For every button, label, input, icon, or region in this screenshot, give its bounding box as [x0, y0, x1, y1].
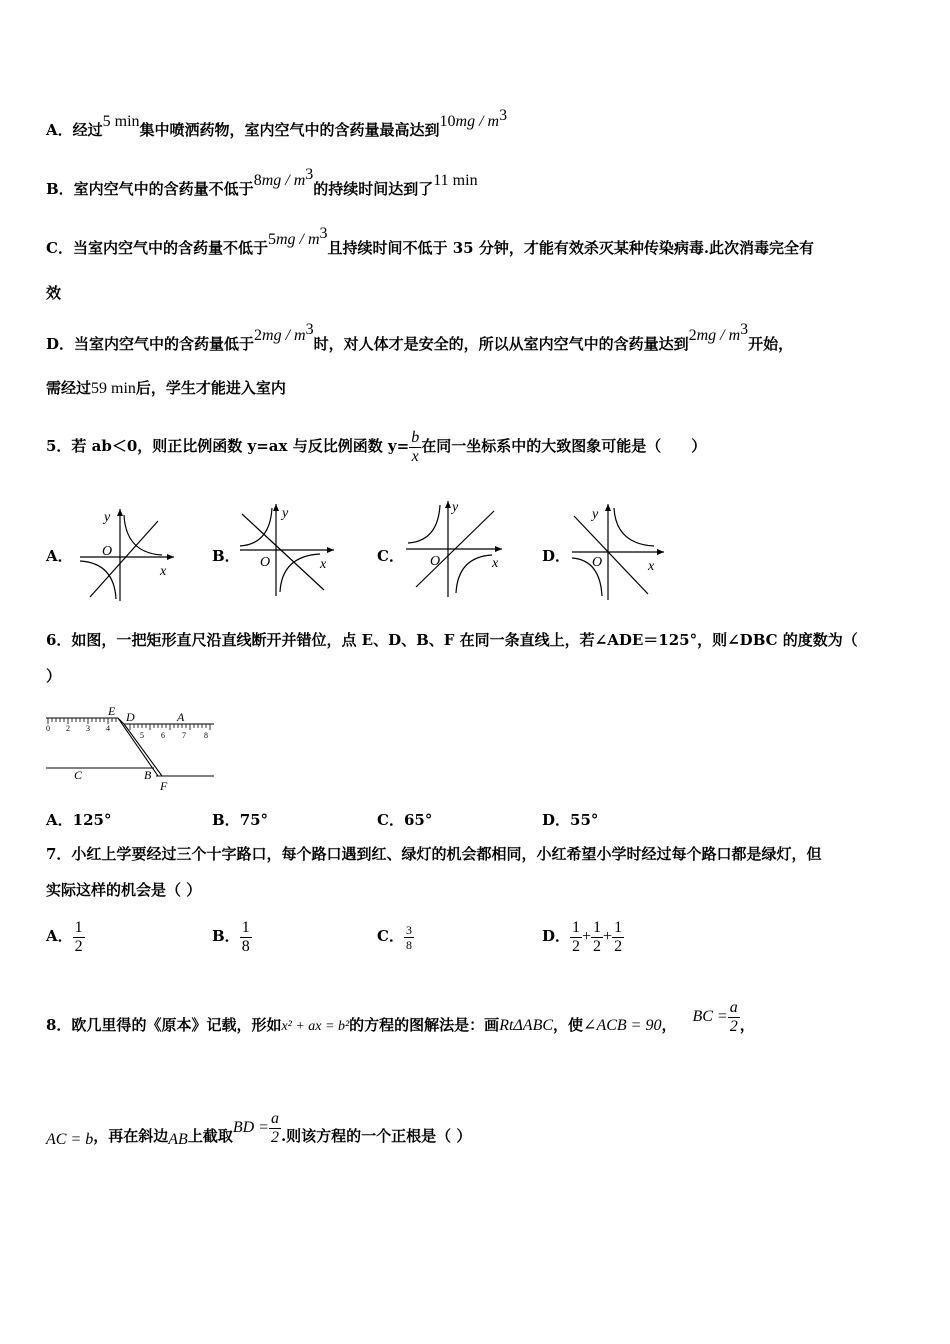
axis-x-label: x [160, 564, 167, 579]
q7-option-a: A． $\frac{1}{2}$ [46, 918, 83, 955]
q5-option-c-label: C． [377, 547, 404, 565]
q4-option-c: C．当室内空气中的含药量不低于$5mg / m^3$且持续时间不低于 35 分钟，才能有效杀灭某种传染病毒.此次消毒完全有 [46, 225, 815, 257]
q4-option-d-cont: 需经过59 min后，学生才能进入室内 [46, 379, 286, 397]
q5-option-b-label: B． [212, 547, 240, 565]
axis-x-label: x [492, 556, 499, 571]
fraction: $\frac{1}{8}$ [241, 918, 250, 955]
point-c-label: C [74, 768, 83, 782]
q7-option-b: B． $\frac{1}{8}$ [212, 918, 250, 955]
q6-ruler-figure [44, 704, 220, 796]
q6-option-b: B．75° [212, 811, 269, 829]
ruler-tick-label: 4 [106, 724, 110, 733]
q5-stem: 5．若 ab＜0，则正比例函数 y=ax 与反比例函数 y= $\frac{b}{x}$ 在同一坐标系中的大致图象可能是（ ） [46, 428, 707, 465]
axis-y-label: y [592, 507, 599, 522]
ruler-tick-label: 6 [161, 731, 165, 740]
q5-option-d-label: D． [542, 547, 571, 565]
q8-stem-line2: AC = b，再在斜边AB上截取BD = $\frac{a}{2}$ .则该方程的一个正根是（ ） [46, 1109, 472, 1148]
axis-x-label: x [320, 557, 327, 572]
axis-y-label: y [104, 510, 111, 525]
q4-option-a: A．经过5 min集中喷洒药物，室内空气中的含药量最高达到$10mg / m^3$ [46, 107, 508, 139]
fraction: $\frac{1}{2}$ [593, 918, 602, 955]
q6-option-d: D．55° [542, 811, 599, 829]
q7-stem-line1: 7．小红上学要经过三个十字路口，每个路口遇到红、绿灯的机会都相同，小红希望小学时经过每个路口都是绿灯，但 [46, 845, 822, 863]
q5-graph-d [568, 500, 672, 604]
ruler-tick-label: 8 [204, 731, 208, 740]
q5-option-a-label: A． [46, 547, 73, 565]
ruler-tick-label: 5 [140, 731, 144, 740]
q5-graph-a [76, 505, 180, 605]
q5-graph-b [236, 500, 340, 600]
fraction-a-over-2: $\frac{a}{2}$ [729, 998, 738, 1035]
point-b-label: B [144, 768, 152, 782]
fraction: $\frac{1}{2}$ [74, 918, 83, 955]
origin-label: O [260, 555, 271, 570]
q4-option-d: D．当室内空气中的含药量低于$2mg / m^3$时，对人体才是安全的，所以从室内空气中的含药量达到$2mg / m^3$开始， [46, 321, 794, 353]
q7-option-c: C． $\frac{3}{8}$ [377, 922, 412, 952]
origin-label: O [592, 555, 603, 570]
axis-x-label: x [648, 559, 655, 574]
axis-y-label: y [452, 500, 459, 515]
q4-option-c-cont: 效 [46, 284, 62, 302]
axis-y-label: y [282, 506, 289, 521]
ruler-tick-label: 2 [66, 724, 70, 733]
q6-option-c: C．65° [377, 811, 433, 829]
point-a-label: A [177, 710, 185, 724]
q6-option-a: A．125° [46, 811, 112, 829]
origin-label: O [430, 554, 441, 569]
q6-stem-line1: 6．如图，一把矩形直尺沿直线断开并错位，点 E、D、B、F 在同一条直线上，若∠ADE＝125°，则∠DBC 的度数为（ [46, 631, 858, 649]
q5-graph-c [402, 497, 506, 601]
point-d-label: D [126, 710, 135, 724]
fraction-a-over-2: $\frac{a}{2}$ [270, 1109, 279, 1146]
point-e-label: E [108, 704, 116, 718]
q8-stem-line1: 8．欧几里得的《原本》记载，形如x² + ax = b²的方程的图解法是：画RtΔABC，使∠ACB = 90， BC = $\frac{a}{2}$ ， [46, 998, 755, 1035]
q7-stem-line2: 实际这样的机会是（ ） [46, 881, 202, 899]
q6-stem-line2: ） [46, 667, 62, 685]
ruler-tick-label: 3 [86, 724, 90, 733]
point-f-label: F [160, 779, 168, 793]
fraction: $\frac{1}{2}$ [614, 918, 623, 955]
fraction: $\frac{3}{8}$ [405, 922, 412, 952]
q7-option-d: D． $\frac{1}{2}$ + $\frac{1}{2}$ + $\frac{1}{2}$ [542, 918, 623, 955]
ruler-tick-label: 7 [182, 731, 186, 740]
fraction: $\frac{1}{2}$ [572, 918, 581, 955]
fraction-b-over-x: $\frac{b}{x}$ [411, 428, 420, 465]
origin-label: O [102, 544, 113, 559]
ruler-tick-label: 0 [46, 724, 50, 733]
math-5min: 5 min [102, 113, 140, 130]
q4-option-b: B．室内空气中的含药量不低于$8mg / m^3$的持续时间达到了11 min [46, 166, 478, 198]
